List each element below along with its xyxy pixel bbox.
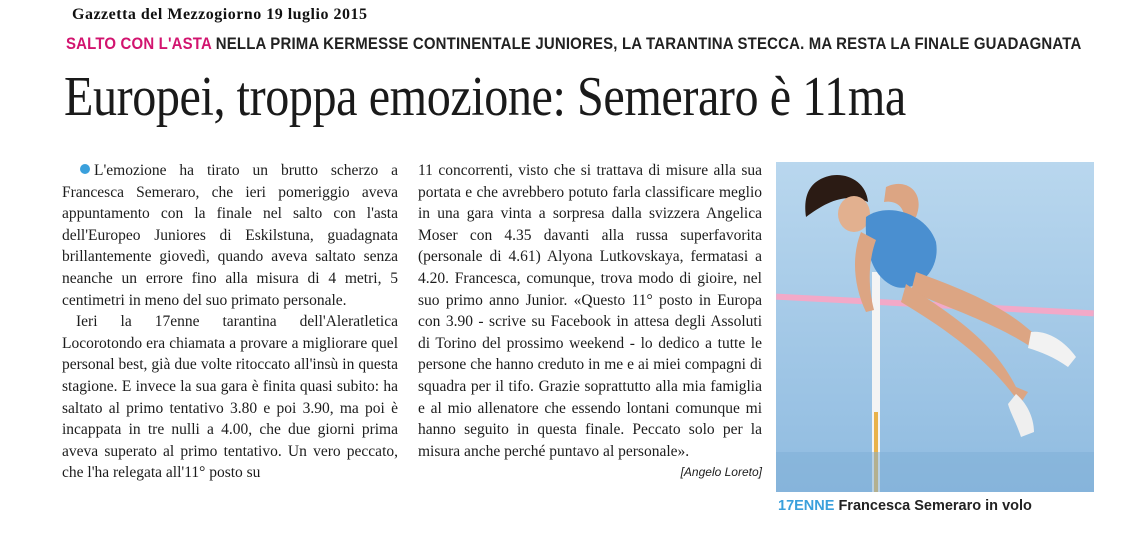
article-column-2 <box>418 160 762 484</box>
article-paragraph-3-text: 11 concorrenti, visto che si trattava di misure alla sua portata e che avrebbero potuto farla classificare meglio in una gara vinta a sorpresa dalla svizzera Angelica Moser con 4.35 davanti alla russa superfavorita (personale di 4.61) Alyona Lutkovskaya, fermatasi a 4.20. Francesca, comunque, trova modo di gioire, nel suo primo anno Junior. «Questo 11° posto in Europa con 3.90 - scrive su Facebook in attesa degli Assoluti di Torino del prossimo weekend - lo dedico a tutte le persone che hanno creduto in me e ai miei compagni di squadra per il tifo. Grazie soprattutto alla mia famiglia e al mio allenatore che essendo lontani comunque mi hanno seguito in questa finale. Peccato solo per la misura anche perché puntavo al personale». <box>418 162 762 460</box>
bullet-icon <box>80 164 90 174</box>
kicker <box>66 34 1082 54</box>
byline: [Angelo Loreto] <box>680 465 762 480</box>
article-paragraph-2: Ieri la 17enne tarantina dell'Aleratletica Locorotondo era chiamata a provare a migliorare quel personal best, già due volte ritoccato all'insù in questa stagione. E invece la sua gara è finita quasi subito: ha saltato al primo tentativo 3.80 e poi 3.90, ma poi è incappata in tre nulli a 4.00, che due giorni prima aveva superato al primo tentativo. Un vero peccato, che l'ha relegata all'11° posto su <box>62 313 398 482</box>
photo-caption <box>778 498 1032 514</box>
article-paragraph-3 <box>418 160 762 480</box>
article-paragraph-1 <box>62 160 398 311</box>
kicker-text: NELLA PRIMA KERMESSE CONTINENTALE JUNIORES, LA TARANTINA STECCA. MA RESTA LA FINALE GUADAGNATA <box>215 34 1082 53</box>
article-paragraph-1-text: L'emozione ha tirato un brutto scherzo a Francesca Semeraro, che ieri pomeriggio aveva appuntamento con la finale nel salto con l'asta dell'Europeo Juniores di Eskilstuna, guadagnata brillantemente giovedì, quando aveva saltato senza neanche un errore fino alla misura di 4 metri, 5 centimetri in meno del suo primato personale. <box>62 162 398 309</box>
kicker-topic: SALTO CON L'ASTA <box>66 34 212 53</box>
source-line: Gazzetta del Mezzogiorno 19 luglio 2015 <box>72 6 368 23</box>
caption-tag: 17ENNE <box>778 498 835 514</box>
pole-vault-photo <box>776 162 1094 492</box>
headline: Europei, troppa emozione: Semeraro è 11ma <box>64 66 906 128</box>
article-photo <box>776 162 1094 492</box>
article-column-1 <box>62 160 398 484</box>
caption-text: Francesca Semeraro in volo <box>838 498 1032 514</box>
